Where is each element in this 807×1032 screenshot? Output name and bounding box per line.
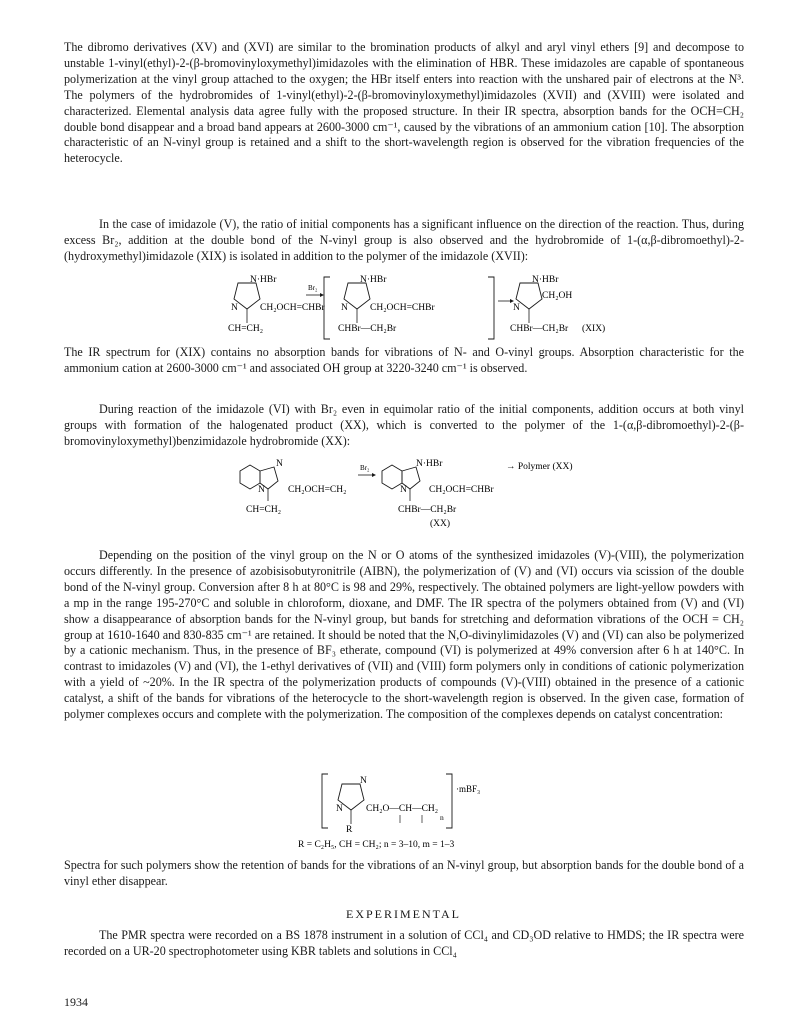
page-number: 1934 xyxy=(64,995,88,1009)
mbf3-label: ·mBF₃ xyxy=(456,784,481,794)
s3-dibromoethyl: CHBr—CH₂Br xyxy=(510,324,569,334)
paragraph-dibromo-derivatives: The dibromo derivatives (XV) and (XVI) are similar to the bromination products of alkyl and aryl vinyl ethers [9] and decompose to unstable 1-vinyl(ethyl)-2-(β-bromovinyloxymethyl)imidazoles with the elimination of HBR. These imidazoles are capable of spontaneous polymerization at the vinyl group attached to the oxygen; the HBr itself enters into reaction with the unshared pair of electrons at the N³. The polymers of the hydrobromides of 1-vinyl(ethyl)-2-(β-bromovinyloxymethyl)imidazoles (XVII) and (XVIII) were isolated and characterized. Elemental analysis data agree fully with the proposed structure. In their IR spectra, absorption bands for the OCH=CH₂ double bond disappear and a broad band appears at 2600-3000 cm⁻¹, caused by the vibrations of an ammonium cation [10]. The absorption characteristic of an N-vinyl group is retained and a shift to the short-wavelength region is observed for the vibration frequencies of the heterocycle. xyxy=(64,40,744,166)
repeat-subscript-n: n xyxy=(440,813,444,822)
r-substituent: R xyxy=(346,825,353,835)
compound-xix-label: (XIX) xyxy=(582,324,606,334)
arrow-1-reagent: Br₂ xyxy=(308,284,318,292)
a-substituent: CH₂OCH=CH₂ xyxy=(288,485,347,495)
arrow-br2-head xyxy=(372,473,376,477)
s1-nhbr-label: N·HBr xyxy=(250,275,277,285)
s3-nhbr-label: N·HBr xyxy=(532,275,559,285)
s2-n-label: N xyxy=(341,303,348,313)
b-substituent: CH₂OCH=CHBr xyxy=(429,485,494,495)
paragraph-experimental: The PMR spectra were recorded on a BS 1878 instrument in a solution of CCl₄ and CD₃OD relative to HMDS; the IR spectra were recorded on a UR-20 spectrophotometer using KBR tablets and solutions in CCl₄ xyxy=(64,928,744,958)
imidazole-ring-2 xyxy=(344,283,370,309)
benzene-ring-b xyxy=(382,465,402,489)
arrow-reagent-br2: Br₂ xyxy=(360,464,370,472)
bracket-left xyxy=(324,277,330,339)
polymer-complex-formula xyxy=(280,770,580,850)
paragraph-spectra-polymers: Spectra for such polymers show the retention of bands for the vibrations of an N-vinyl group, but absorption bands for the double bond of a vinyl ether disappear. xyxy=(64,858,744,888)
s1-substituent: CH₂OCH=CHBr xyxy=(260,303,325,313)
paragraph-ir-spectrum-xix: The IR spectrum for (XIX) contains no absorption bands for vibrations of N- and O-vinyl groups. Absorption characteristic for the ammonium cation at 2600-3000 cm⁻¹ and associated OH group at 3220-3240 cm⁻¹ is observed. xyxy=(64,345,744,375)
s1-n-label: N xyxy=(231,303,238,313)
reaction-scheme-xx xyxy=(230,455,610,533)
b-nhbr-label: N·HBr xyxy=(416,459,443,469)
s3-substituent: CH₂OH xyxy=(542,291,573,301)
a-n-top: N xyxy=(276,459,283,469)
arrow-1-head xyxy=(320,293,324,297)
complex-n-top: N xyxy=(360,776,367,786)
s2-nhbr-label: N·HBr xyxy=(360,275,387,285)
a-vinyl-group: CH=CH₂ xyxy=(246,505,282,515)
s1-vinyl-group: CH=CH₂ xyxy=(228,324,264,334)
complex-bracket-right xyxy=(446,774,452,828)
complex-chain: CH₂O—CH—CH₂ xyxy=(366,804,439,814)
paragraph-imidazole-vi: During reaction of the imidazole (VI) with Br₂ even in equimolar ratio of the initial components, addition occurs at both vinyl groups with formation of the halogenated product (XX), which is converted to the polymer of the 1-(α,β-dibromoethyl)-2-(β-bromovinyloxymethyl)benzimidazole hydrobromide (XX): xyxy=(64,402,744,448)
polymer-xx-label: → Polymer (XX) xyxy=(506,462,573,472)
b-dibromoethyl: CHBr—CH₂Br xyxy=(398,505,457,515)
complex-n-label: N xyxy=(336,804,343,814)
b-n-label: N xyxy=(400,485,407,495)
reaction-scheme-xix xyxy=(220,273,620,343)
scheme-xx-drawing xyxy=(230,455,610,533)
s2-dibromoethyl: CHBr—CH₂Br xyxy=(338,324,397,334)
polymer-complex-drawing xyxy=(280,770,580,850)
imidazole-ring-1 xyxy=(234,283,260,309)
benzene-ring-a xyxy=(240,465,260,489)
s2-substituent: CH₂OCH=CHBr xyxy=(370,303,435,313)
s3-n-label: N xyxy=(513,303,520,313)
paragraph-imidazole-v: In the case of imidazole (V), the ratio of initial components has a significant influence on the direction of the reaction. Thus, during excess Br₂, addition at the double bond of the N-vinyl group is also observed and the hydrobromide of 1-(α,β-dibromoethyl)-2-(hydroxymethyl)imidazole (XIX) is isolated in addition to the polymer of the imidazole (XVII): xyxy=(64,217,744,263)
scheme-xix-drawing xyxy=(220,273,620,343)
complex-bracket-left xyxy=(322,774,328,828)
section-heading-experimental: EXPERIMENTAL xyxy=(345,907,462,921)
compound-xx-label: (XX) xyxy=(430,519,451,529)
formula-legend: R = C₂H₅, CH = CH₂; n = 3–10, m = 1–3 xyxy=(298,840,455,850)
a-n-label: N xyxy=(258,485,265,495)
imidazole-ring-3 xyxy=(516,283,542,309)
bracket-right xyxy=(488,277,494,339)
paragraph-polymerization: Depending on the position of the vinyl group on the N or O atoms of the synthesized imidazoles (V)-(VIII), the polymerization occurs differently. In the presence of azobisisobutyronitrile (AIBN), the polymerization of (V) and (VI) occurs via scission of the double bond of the N-vinyl group. Conversion after 8 h at 80°C is 98 and 29%, respectively. The obtained polymers are light-yellow powders with a mp in the range 195-270°C and soluble in chloroform, dioxane, and DMF. The IR spectra of the polymers obtained from (V) and (VI) show a disappearance of absorption bands for the N-vinyl group, but bands for stretching and deformation vibrations of the OCH = CH₂ group at 1610-1640 and 830-835 cm⁻¹ are retained. It should be noted that the N,O-divinylimidazoles (V) and (VI) can also be polymerized by a cationic mechanism. Thus, in the presence of BF₃ etherate, compound (VI) is polymerized at 49% conversion after 6 h at 140°C. In contrast to imidazoles (V) and (VI), the 1-ethyl derivatives of (VII) and (VIII) form polymers only in conditions of cationic polymerization with a yield of ~20%. In the IR spectra of the polymerization products of compounds (V)-(VIII) obtained in the presence of a cationic catalyst, a shift of the bands for vibrations of the heterocycle to the short-wavelength region is observed. In the given case, formation of polymer complexes occurs and complete with the polymerization. The composition of the complexes depends on catalyst concentration: xyxy=(64,548,744,722)
